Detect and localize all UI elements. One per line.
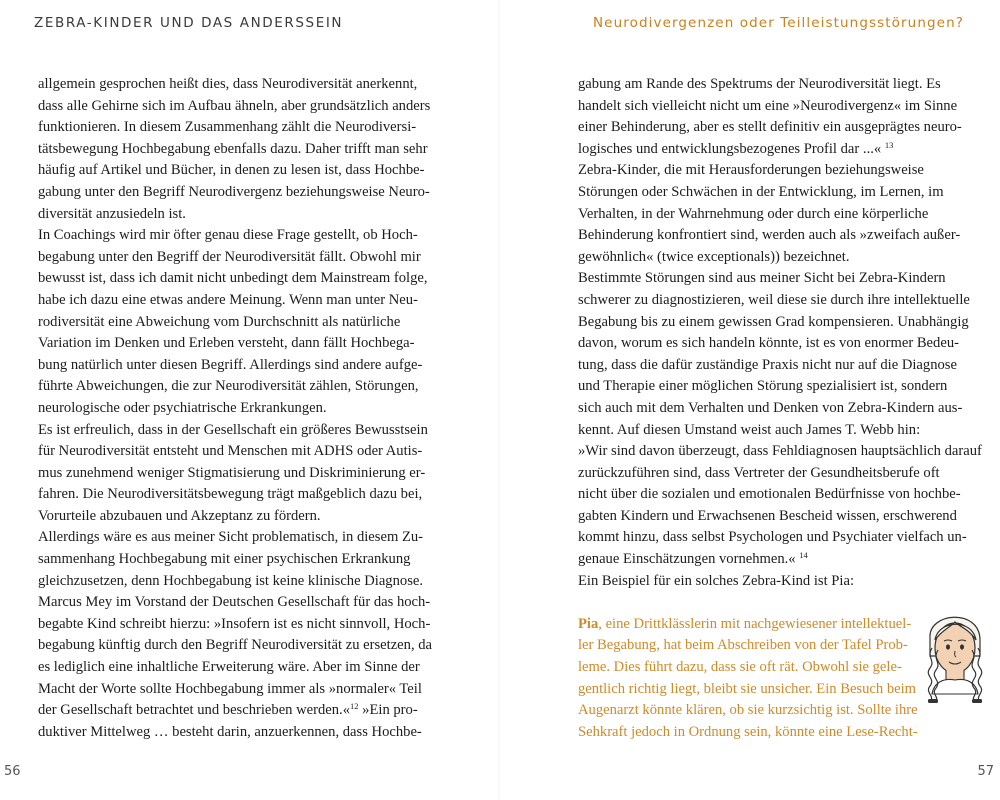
text-line: sich auch mit dem Verhalten und Denken von Zebra-Kindern aus- xyxy=(578,399,963,416)
text-line: Ein Beispiel für ein solches Zebra-Kind ist Pia: xyxy=(578,572,855,589)
text-line: gewöhnlich« (twice exceptionals)) bezeichnet. xyxy=(578,248,850,265)
text-line: Bestimmte Störungen sind aus meiner Sicht bei Zebra-Kindern xyxy=(578,270,946,287)
text-line: gabung unter den Begriff Neurodivergenz beziehungsweise Neuro- xyxy=(38,183,430,200)
text-line: rodiversität eine Abweichung vom Durchschnitt als natürliche xyxy=(38,313,401,330)
text-line: tätsbewegung Hochbegabung ebenfalls dazu. Daher trifft man sehr xyxy=(38,140,428,157)
page-number-right: 57 xyxy=(977,764,994,779)
text-line: »Wir sind davon überzeugt, dass Fehldiagnosen hauptsächlich darauf xyxy=(578,443,982,460)
footnote-ref[interactable]: 14 xyxy=(799,550,808,561)
text-line: Allerdings wäre es aus meiner Sicht problematisch, in diesem Zu- xyxy=(38,529,424,546)
text-line: Störungen oder Schwächen in der Entwicklung, im Lernen, im xyxy=(578,183,944,200)
running-head-right: Neurodivergenzen oder Teilleistungsstörungen? xyxy=(592,15,964,31)
footnote-ref[interactable]: 13 xyxy=(884,139,894,150)
text-line: dass alle Gehirne sich im Aufbau ähneln, aber grundsätzlich anders xyxy=(38,97,431,114)
text-line: habe ich dazu eine etwas andere Meinung. Wenn man unter Neu- xyxy=(38,291,418,308)
text-line: Vorurteile abzubauen und Akzeptanz zu fördern. xyxy=(38,507,321,524)
case-study-name: Pia xyxy=(578,615,599,632)
text-line: davon, worum es sich handeln könnte, ist es von enormer Bedeu- xyxy=(578,335,959,352)
text-line: bung natürlich unter diesen Begriff. Allerdings sind andere aufge- xyxy=(38,356,423,373)
text-line: Behinderung konfrontiert sind, werden auch als »zweifach außer- xyxy=(578,227,961,244)
text-line: Begabung bis zu einem gewissen Grad kompensieren. Unabhängig xyxy=(578,313,969,330)
text-line xyxy=(578,549,964,571)
text-line: kennt. Auf diesen Umstand weist auch James T. Webb hin: xyxy=(578,421,921,438)
text-line: nicht über die sozialen und emotionalen Bedürfnisse von hochbe- xyxy=(578,486,961,503)
text-line: einer Behinderung, aber es stellt definitiv ein ausgeprägtes neuro- xyxy=(578,119,962,136)
text-line: schwerer zu diagnostizieren, weil diese sie durch ihre intellektuelle xyxy=(578,291,970,308)
footnote-ref[interactable]: 12 xyxy=(350,701,359,712)
text-line: es lediglich eine inhaltliche Erweiterung wäre. Aber im Sinne der xyxy=(38,659,420,676)
text-line: allgemein gesprochen heißt dies, dass Neurodiversität anerkennt, xyxy=(38,76,418,92)
text-line: Verhalten, in der Wahrnehmung oder durch eine körperliche xyxy=(578,205,929,222)
right-page-text xyxy=(578,74,982,743)
text-line: Es ist erfreulich, dass in der Gesellschaft ein größeres Bewusstsein xyxy=(38,421,428,438)
text-line xyxy=(38,700,423,722)
text-line: tung, dass die dafür zuständige Praxis nicht nur auf die Diagnose xyxy=(578,356,957,373)
book-gutter-shadow xyxy=(498,0,502,800)
case-study-line: Augenarzt könnte klären, ob sie kurzsichtig ist. Sollte ihre xyxy=(578,702,918,719)
text-line: duktiver Mittelweg … besteht darin, anzuerkennen, dass Hochbe- xyxy=(38,723,422,740)
text-line-part: genaue Einschätzungen vornehmen.« xyxy=(578,551,796,568)
text-line-part: , eine Drittklässlerin mit nachgewiesener intellektuel- xyxy=(598,615,912,632)
case-study-line: ler Begabung, hat beim Abschreiben von der Tafel Prob- xyxy=(578,637,908,654)
text-line: handelt sich vielleicht nicht um eine »Neurodivergenz« im Sinne xyxy=(578,97,958,114)
text-line: und Therapie einer möglichen Störung spezialisiert ist, sondern xyxy=(578,378,948,395)
text-line: mus zunehmend weniger Stigmatisierung und Diskriminierung er- xyxy=(38,464,426,481)
text-line: begabung künftig durch den Begriff Neurodiversität zu ersetzen, da xyxy=(38,637,433,654)
text-line: zurückzuführen sind, dass Vertreter der Gesundheitsberufe oft xyxy=(578,464,940,481)
text-line-part: der Gesellschaft betrachtet und beschrieben werden.« xyxy=(38,702,351,719)
text-line: begabte Kind schreibt hierzu: »Insofern ist es nicht sinnvoll, Hoch- xyxy=(38,615,431,632)
case-study-line: gentlich richtig liegt, bleibt sie unsicher. Ein Besuch beim xyxy=(578,680,917,697)
text-line-part: »Ein pro- xyxy=(362,702,418,719)
text-line: bewusst ist, dass ich damit nicht unbedingt dem Mainstream folge, xyxy=(38,270,428,287)
text-line-part: logisches und entwicklungsbezogenes Profil dar ...« xyxy=(578,140,882,157)
text-line: häufig auf Artikel und Bücher, in denen zu lesen ist, dass Hochbe- xyxy=(38,162,425,179)
text-line xyxy=(578,139,964,161)
text-line: für Neurodiversität entsteht und Menschen mit ADHS oder Autis- xyxy=(38,443,423,460)
text-line: begabung unter den Begriff der Neurodiversität fällt. Obwohl mir xyxy=(38,248,421,265)
text-line: gleichzusetzen, denn Hochbegabung ist keine klinische Diagnose. xyxy=(38,572,423,589)
case-study-line: Sehkraft jedoch in Ordnung sein, könnte eine Lese-Recht- xyxy=(578,723,918,740)
paragraph-gap xyxy=(578,592,964,614)
left-page-text xyxy=(38,74,433,743)
text-line: sammenhang Hochbegabung mit einer psychischen Erkrankung xyxy=(38,551,411,568)
text-line: gabung am Rande des Spektrums der Neurodiversität liegt. Es xyxy=(578,76,941,92)
text-line: gabten Kindern und Erwachsenen Bescheid wissen, erschwerend xyxy=(578,507,957,524)
text-line: fahren. Die Neurodiversitätsbewegung trägt maßgeblich dazu bei, xyxy=(38,486,423,503)
text-line: führte Abweichungen, die zur Neurodiversität zählen, Störungen, xyxy=(38,378,419,395)
text-line: diversität anzusiedeln ist. xyxy=(38,205,186,222)
case-study-line: leme. Dies führt dazu, dass sie oft rät. Obwohl sie gele- xyxy=(578,659,902,676)
text-line: neurologische oder psychiatrische Erkrankungen. xyxy=(38,399,327,416)
text-line: Variation im Denken und Erleben versteht, dann fällt Hochbega- xyxy=(38,335,415,352)
text-line: In Coachings wird mir öfter genau diese Frage gestellt, ob Hoch- xyxy=(38,227,418,244)
text-line: Zebra-Kinder, die mit Herausforderungen beziehungsweise xyxy=(578,162,924,179)
text-line: kommt hinzu, dass selbst Psychologen und Psychiater vielfach un- xyxy=(578,529,967,546)
text-line: funktionieren. In diesem Zusammenhang zählt die Neurodiversi- xyxy=(38,119,417,136)
page-number-left: 56 xyxy=(4,764,21,779)
running-head-left: ZEBRA-KINDER UND DAS ANDERSSEIN xyxy=(34,15,344,31)
girl-with-braids-icon xyxy=(914,598,994,718)
text-line: Macht der Worte sollte Hochbegabung immer als »normaler« Teil xyxy=(38,680,422,697)
text-line: Marcus Mey im Vorstand der Deutschen Gesellschaft für das hoch- xyxy=(38,594,431,611)
case-study-line xyxy=(578,614,964,636)
